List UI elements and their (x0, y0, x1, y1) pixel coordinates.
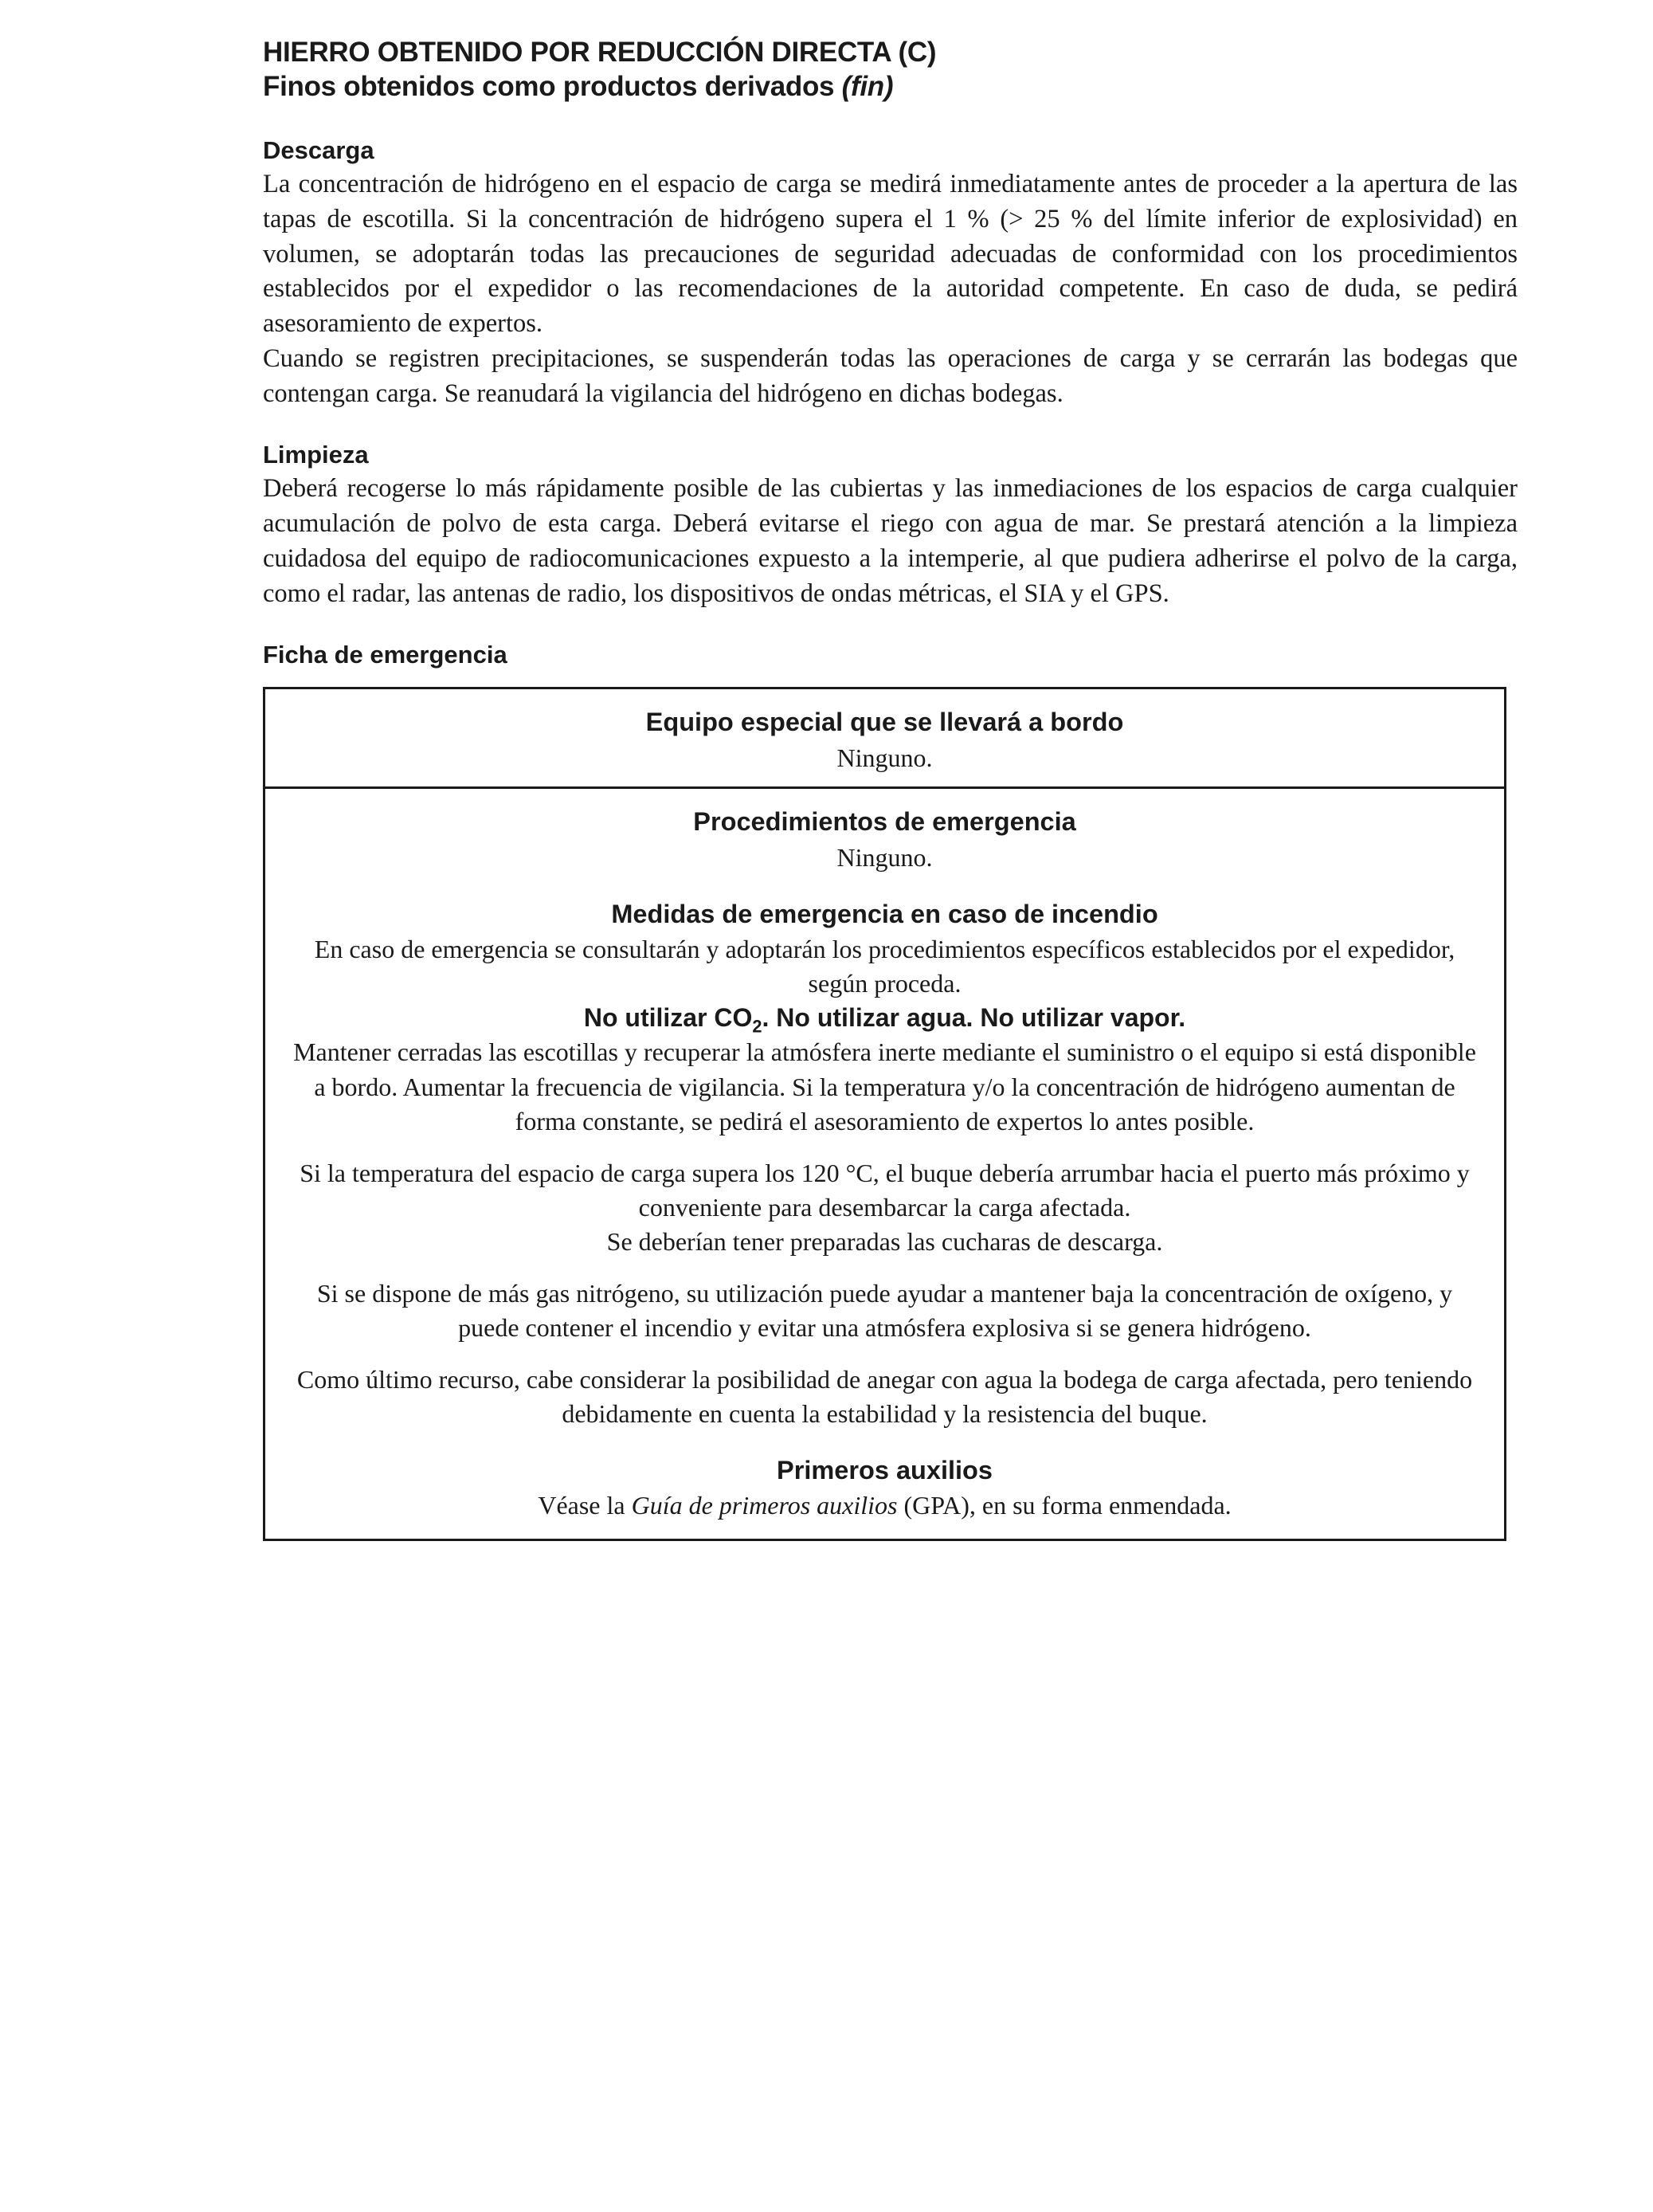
card-block-last-resort (286, 1363, 1483, 1431)
descarga-paragraph-1: La concentración de hidrógeno en el espacio de carga se medirá inmediatamente antes de proceder a la apertura de las tapas de escotilla. Si la concentración de hidrógeno supera el 1 % (> 25 % del límite inferior de explosividad) en volumen, se adoptarán todas las precauciones de seguridad adecuadas de conformidad con los procedimientos establecidos por el expedidor o las recomendaciones de la autoridad competente. En caso de duda, se pedirá asesoramiento de expertos. (263, 170, 1518, 339)
fire-co2-subscript: 2 (752, 1016, 762, 1037)
section-heading-ficha-de-emergencia: Ficha de emergencia (263, 641, 507, 669)
equipment-text: Ninguno. (836, 743, 933, 773)
fire-no-use-suffix: . No utilizar agua. No utilizar vapor. (762, 1003, 1186, 1033)
limpieza-paragraph-1: Deberá recogerse lo más rápidamente posible de las cubiertas y las inmediaciones de los espacios de carga cualquier acumulación de polvo de esta carga. Deberá evitarse el riego con agua de mar. Se prestará atención a la limpieza cuidadosa del equipo de radiocomunicaciones expuesto a la intemperie, al que pudiera adherirse el polvo de la carga, como el radar, las antenas de radio, los dispositivos de ondas métricas, el SIA y el GPS. (263, 474, 1518, 608)
fire-no-use-prefix: No utilizar CO (583, 1003, 753, 1033)
fire-text-3: Si la temperatura del espacio de carga supera los 120 °C, el buque debería arrumbar hacia el puerto más próximo y conveniente para desembarcar la carga afectada. (300, 1158, 1470, 1222)
descarga-paragraph-2: Cuando se registren precipitaciones, se suspenderán todas las operaciones de carga y se cerrarán las bodegas que contengan carga. Se reanudará la vigilancia del hidrógeno en dichas bodegas. (263, 343, 1518, 408)
page-subtitle (263, 69, 1518, 104)
fire-text-1: En caso de emergencia se consultarán y adoptarán los procedimientos específicos establecidos por el expedidor, según proceda. (314, 935, 1455, 998)
equipment-heading: Equipo especial que se llevará a bordo (645, 708, 1124, 737)
card-section-equipment (265, 689, 1504, 786)
card-block-fire (286, 899, 1483, 1139)
card-section-procedures (265, 789, 1504, 1539)
section-heading-limpieza: Limpieza (263, 441, 369, 469)
emergency-card (263, 687, 1506, 1541)
first-aid-text-suffix: (GPA), en su forma enmendada. (897, 1491, 1232, 1520)
page-subtitle-main: Finos obtenidos como productos derivados (263, 71, 835, 103)
procedures-text: Ninguno. (836, 842, 933, 872)
fire-text-5: Si se dispone de más gas nitrógeno, su utilización puede ayudar a mantener baja la concentración de oxígeno, y puede contener el incendio y evitar una atmósfera explosiva si se genera hidrógeno. (316, 1278, 1453, 1342)
first-aid-text (286, 1488, 1483, 1523)
card-block-nitrogen (286, 1277, 1483, 1345)
page-subtitle-note: (fin) (841, 71, 894, 103)
procedures-heading: Procedimientos de emergencia (693, 807, 1076, 837)
fire-no-use-line (286, 1001, 1483, 1035)
section-heading-descarga: Descarga (263, 136, 374, 165)
fire-text-2: Mantener cerradas las escotillas y recuperar la atmósfera inerte mediante el suministro o el equipo si está disponible a bordo. Aumentar la frecuencia de vigilancia. Si la temperatura y/o la concentración de hidrógeno aumentan de forma constante, se pedirá el asesoramiento de expertos lo antes posible. (293, 1037, 1476, 1135)
fire-heading: Medidas de emergencia en caso de incendio (611, 899, 1158, 928)
page-title: HIERRO OBTENIDO POR REDUCCIÓN DIRECTA (C) (263, 37, 937, 68)
first-aid-heading: Primeros auxilios (777, 1455, 993, 1484)
first-aid-guide-title: Guía de primeros auxilios (631, 1491, 898, 1520)
first-aid-text-prefix: Véase la (538, 1491, 632, 1520)
card-block-first-aid (286, 1455, 1483, 1524)
card-block-temperature (286, 1156, 1483, 1259)
fire-text-4: Se deberían tener preparadas las cucharas de descarga. (606, 1226, 1163, 1256)
fire-text-6: Como último recurso, cabe considerar la posibilidad de anegar con agua la bodega de carga afectada, pero teniendo debidamente en cuenta la estabilidad y la resistencia del buque. (296, 1364, 1473, 1428)
